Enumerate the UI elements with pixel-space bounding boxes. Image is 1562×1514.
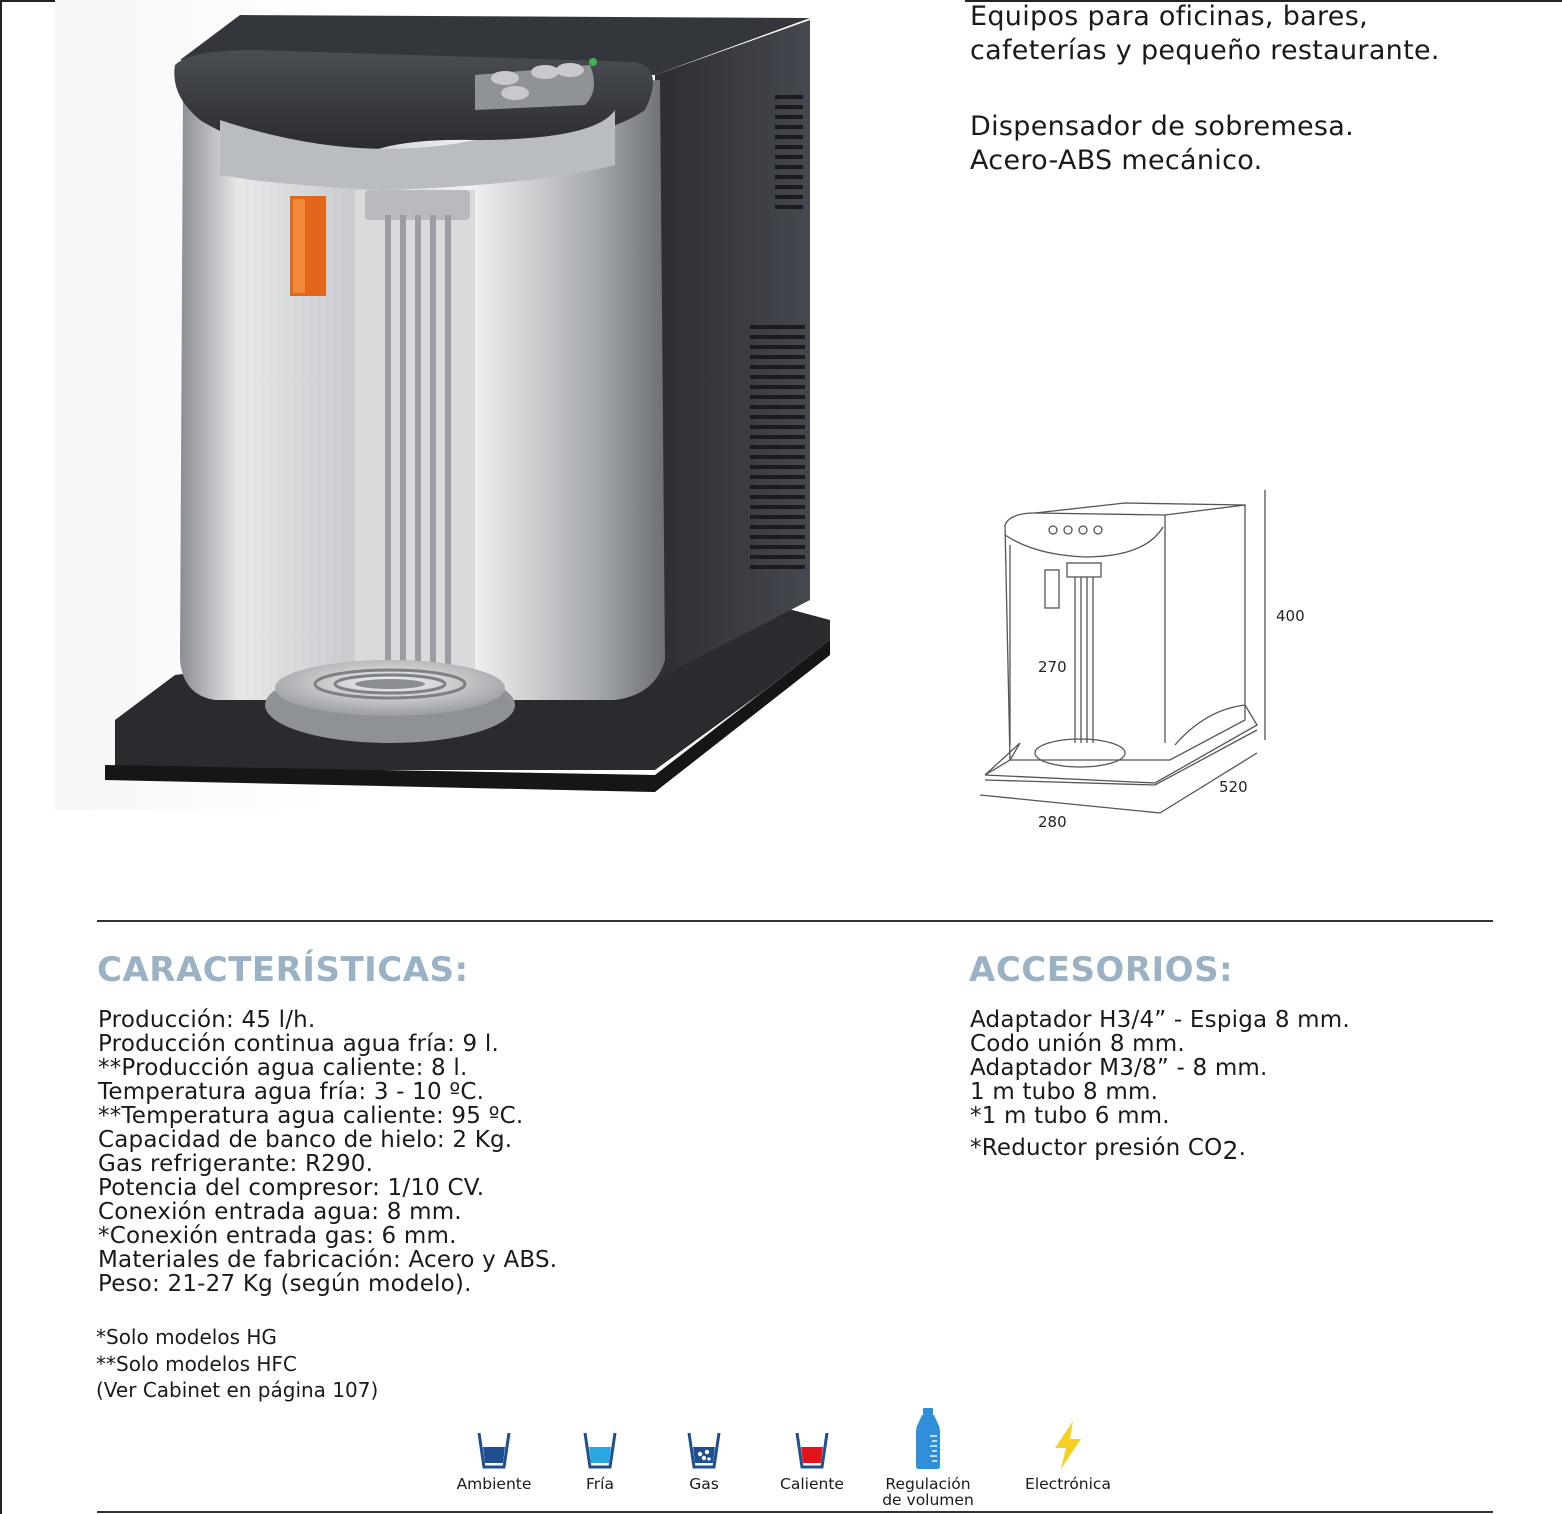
note-cabinet: (Ver Cabinet en página 107) bbox=[96, 1378, 379, 1402]
feature-label: Electrónica bbox=[1025, 1475, 1111, 1493]
spec-item: **Temperatura agua caliente: 95 ºC. bbox=[98, 1103, 524, 1129]
accesorios-list bbox=[970, 1008, 1350, 1163]
spec-item: Potencia del compresor: 1/10 CV. bbox=[98, 1175, 485, 1201]
feature-label-line-1: Regulación bbox=[885, 1475, 971, 1493]
accessory-item: Codo unión 8 mm. bbox=[970, 1031, 1185, 1057]
note-hfc: **Solo modelos HFC bbox=[96, 1351, 297, 1376]
accessory-item: Adaptador M3/8” - 8 mm. bbox=[970, 1055, 1268, 1081]
section-divider bbox=[97, 920, 1493, 922]
caracteristicas-list bbox=[98, 1008, 557, 1296]
spec-item: Gas refrigerante: R290. bbox=[98, 1151, 374, 1177]
page-frame-left bbox=[0, 0, 2, 1514]
intro-line-4: Acero-ABS mecánico. bbox=[970, 145, 1263, 176]
accessory-item: 1 m tubo 8 mm. bbox=[970, 1079, 1159, 1105]
intro-line-3: Dispensador de sobremesa. bbox=[970, 111, 1354, 142]
spec-item: Producción continua agua fría: 9 l. bbox=[98, 1031, 499, 1057]
note-hg: *Solo modelos HG bbox=[96, 1325, 277, 1349]
spec-item: Materiales de fabricación: Acero y ABS. bbox=[98, 1247, 558, 1273]
spec-item: *Conexión entrada gas: 6 mm. bbox=[98, 1223, 457, 1249]
dimension-height-spout: 270 bbox=[1038, 658, 1067, 676]
spec-item: Capacidad de banco de hielo: 2 Kg. bbox=[98, 1127, 513, 1153]
caracteristicas-title: CARACTERÍSTICAS: bbox=[97, 950, 469, 990]
feature-regulacion bbox=[858, 1400, 998, 1508]
co2-subscript: 2 bbox=[1222, 1136, 1239, 1165]
dimension-depth: 520 bbox=[1219, 778, 1248, 796]
feature-electronica bbox=[998, 1400, 1138, 1492]
feature-label: Fría bbox=[586, 1475, 614, 1493]
lightning-icon bbox=[998, 1400, 1138, 1470]
co2-text: *Reductor presión CO bbox=[970, 1135, 1223, 1161]
spec-item: Producción: 45 l/h. bbox=[98, 1007, 316, 1033]
spec-item: Temperatura agua fría: 3 - 10 ºC. bbox=[98, 1079, 485, 1105]
model-notes bbox=[96, 1324, 378, 1404]
spec-item: **Producción agua caliente: 8 l. bbox=[98, 1055, 468, 1081]
accesorios-title: ACCESORIOS: bbox=[969, 950, 1234, 990]
co2-end: . bbox=[1238, 1135, 1247, 1161]
intro-line-2: cafeterías y pequeño restaurante. bbox=[970, 35, 1440, 66]
feature-label: Ambiente bbox=[456, 1475, 532, 1493]
feature-label-line-2: de volumen bbox=[882, 1491, 974, 1509]
spec-item: Conexión entrada agua: 8 mm. bbox=[98, 1199, 462, 1225]
dimension-height-total: 400 bbox=[1276, 607, 1305, 625]
spec-item: Peso: 21-27 Kg (según modelo). bbox=[98, 1271, 472, 1297]
bottle-icon bbox=[858, 1400, 998, 1470]
accessory-item-co2 bbox=[970, 1136, 1350, 1163]
feature-label bbox=[858, 1476, 998, 1508]
dimension-drawing bbox=[975, 485, 1315, 845]
intro-line-1: Equipos para oficinas, bares, bbox=[970, 1, 1368, 32]
feature-label: Gas bbox=[689, 1475, 719, 1493]
intro-text bbox=[970, 0, 1440, 178]
dimension-width: 280 bbox=[1038, 813, 1067, 831]
accessory-item: *1 m tubo 6 mm. bbox=[970, 1103, 1170, 1129]
bottom-divider bbox=[97, 1511, 1493, 1513]
feature-label: Caliente bbox=[780, 1475, 844, 1493]
accessory-item: Adaptador H3/4” - Espiga 8 mm. bbox=[970, 1007, 1350, 1033]
product-photo bbox=[55, 0, 965, 810]
